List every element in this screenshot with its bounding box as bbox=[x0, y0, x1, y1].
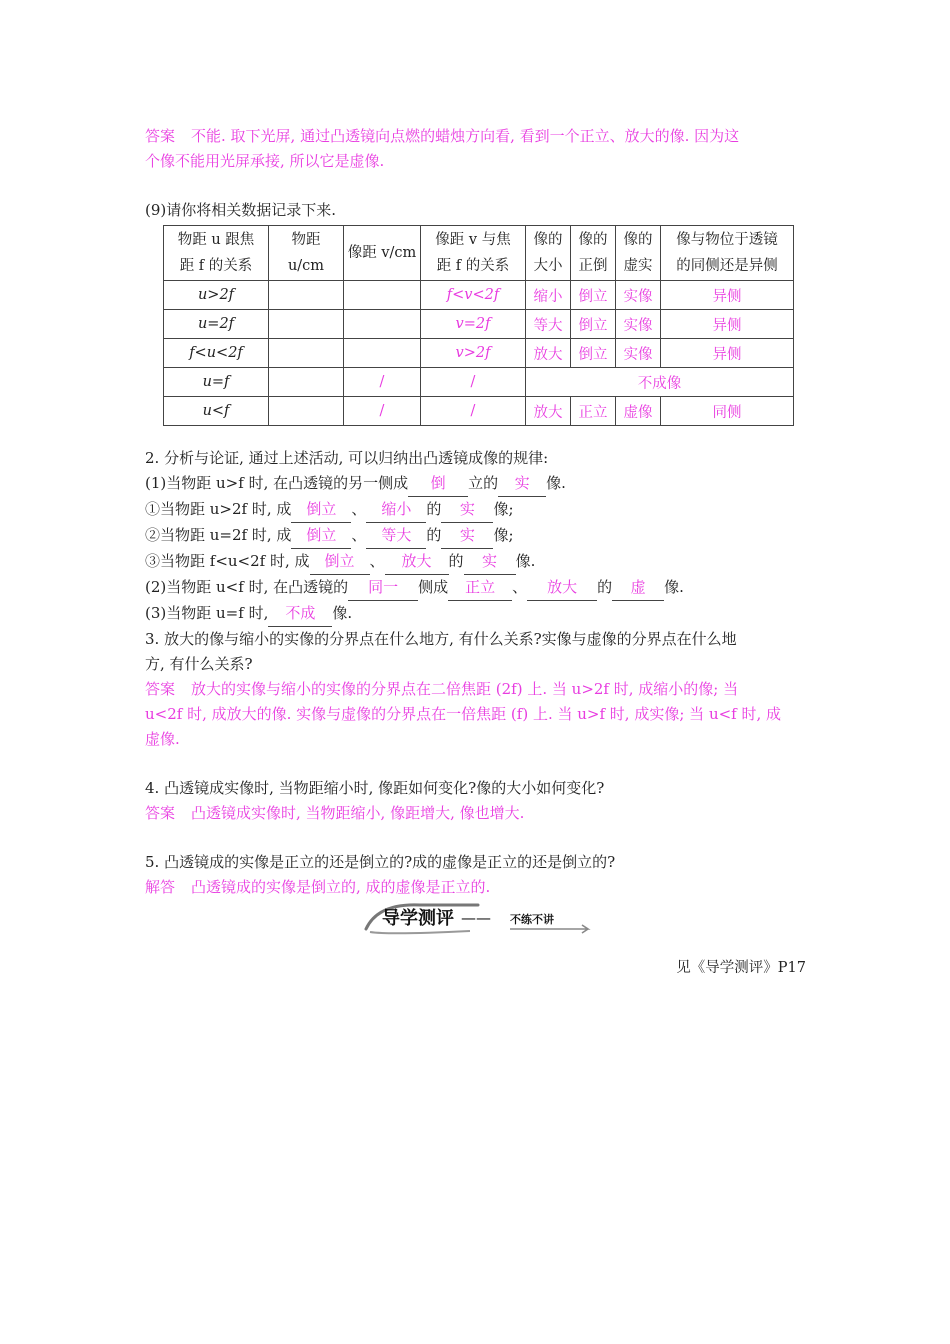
answer-tag: 解答 bbox=[145, 878, 176, 896]
banner-subtitle: 不练不讲 bbox=[510, 913, 554, 926]
cell-relation: u>2f bbox=[164, 281, 269, 310]
cell-relation: f<u<2f bbox=[164, 339, 269, 368]
cell-size: 放大 bbox=[526, 339, 571, 368]
fill-blank[interactable]: 等大 bbox=[366, 523, 426, 549]
cell-orient: 倒立 bbox=[571, 281, 616, 310]
banner-arrow bbox=[510, 925, 588, 933]
fill-blank[interactable]: 不成 bbox=[268, 601, 332, 627]
q3-answer-line2: u<2f 时, 成放大的像. 实像与虚像的分界点在一倍焦距 (f) 上. 当 u>f 时, 成实像; 当 u<f 时, 成 bbox=[145, 705, 782, 723]
cell-side: 同侧 bbox=[661, 397, 794, 426]
cell-v bbox=[344, 281, 421, 310]
header-cell: 像距 v 与焦 距 f 的关系 bbox=[421, 226, 526, 281]
q3-answer-line1: 答案 放大的实像与缩小的实像的分界点在二倍焦距 (2f) 上. 当 u>2f 时, 成缩小的像; 当 bbox=[145, 680, 739, 698]
answer-tag: 答案 bbox=[145, 680, 176, 698]
cell-nature: 实像 bbox=[616, 310, 661, 339]
cell-size: 等大 bbox=[526, 310, 571, 339]
q4-answer: 答案 凸透镜成实像时, 当物距缩小, 像距增大, 像也增大. bbox=[145, 804, 525, 822]
fill-blank[interactable]: 缩小 bbox=[366, 497, 426, 523]
cell-orient: 倒立 bbox=[571, 310, 616, 339]
fill-blank[interactable]: 放大 bbox=[385, 549, 449, 575]
cell-u bbox=[269, 339, 344, 368]
q3-question-line2: 方, 有什么关系? bbox=[145, 655, 253, 673]
cell-orient: 正立 bbox=[571, 397, 616, 426]
fill-blank[interactable]: 实 bbox=[441, 523, 493, 549]
fill-blank[interactable]: 倒立 bbox=[291, 523, 351, 549]
cell-v bbox=[344, 310, 421, 339]
table-header-row bbox=[164, 226, 794, 281]
cell-nature: 虚像 bbox=[616, 397, 661, 426]
table-row bbox=[164, 368, 794, 397]
header-cell: 像的 虚实 bbox=[616, 226, 661, 281]
answer-tag: 答案 bbox=[145, 804, 176, 822]
cell-vf: f<v<2f bbox=[421, 281, 526, 310]
cell-no-image: 不成像 bbox=[526, 368, 794, 397]
header-cell: 像距 v/cm bbox=[344, 226, 421, 281]
cell-vf: / bbox=[421, 368, 526, 397]
cell-side: 异侧 bbox=[661, 310, 794, 339]
cell-nature: 实像 bbox=[616, 281, 661, 310]
fill-blank[interactable]: 实 bbox=[464, 549, 516, 575]
cell-relation: u=f bbox=[164, 368, 269, 397]
banner-dash: —— bbox=[461, 909, 491, 927]
answer-text: 不能. 取下光屏, 通过凸透镜向点燃的蜡烛方向看, 看到一个正立、放大的像. 因为这 bbox=[191, 127, 740, 145]
banner-title: 导学测评 bbox=[382, 908, 454, 929]
fill-blank[interactable]: 正立 bbox=[448, 575, 512, 601]
q2-p1: (1)当物距 u>f 时, 在凸透镜的另一侧成 倒 立的 实 像. bbox=[145, 471, 810, 497]
table-row bbox=[164, 281, 794, 310]
q2-title: 2. 分析与论证, 通过上述活动, 可以归纳出凸透镜成像的规律: bbox=[145, 449, 549, 467]
fill-blank[interactable]: 实 bbox=[441, 497, 493, 523]
header-cell: 像的 大小 bbox=[526, 226, 571, 281]
cell-side: 异侧 bbox=[661, 339, 794, 368]
table-row bbox=[164, 397, 794, 426]
q5-question: 5. 凸透镜成的实像是正立的还是倒立的?成的虚像是正立的还是倒立的? bbox=[145, 853, 616, 871]
cell-vf: v=2f bbox=[421, 310, 526, 339]
header-cell: 物距 u 跟焦 距 f 的关系 bbox=[164, 226, 269, 281]
table-row bbox=[164, 339, 794, 368]
header-cell: 物距 u/cm bbox=[269, 226, 344, 281]
cell-u bbox=[269, 397, 344, 426]
cell-size: 缩小 bbox=[526, 281, 571, 310]
header-cell: 像的 正倒 bbox=[571, 226, 616, 281]
q2-p2: (2)当物距 u<f 时, 在凸透镜的 同一 侧成 正立 、 放大 的 虚 像. bbox=[145, 575, 810, 601]
q2-p3: (3)当物距 u=f 时, 不成 像. bbox=[145, 601, 810, 627]
reference-note: 见《导学测评》P17 bbox=[676, 960, 806, 976]
fill-blank[interactable]: 倒立 bbox=[291, 497, 351, 523]
table-row bbox=[164, 310, 794, 339]
fill-blank[interactable]: 倒 bbox=[408, 471, 468, 497]
header-cell: 像与物位于透镜 的同侧还是异侧 bbox=[661, 226, 794, 281]
fill-blank[interactable]: 放大 bbox=[527, 575, 597, 601]
fill-blank[interactable]: 同一 bbox=[348, 575, 418, 601]
section-banner bbox=[360, 899, 595, 937]
cell-vf: v>2f bbox=[421, 339, 526, 368]
document-body bbox=[145, 124, 810, 900]
answer-tag: 答案 bbox=[145, 127, 176, 145]
fill-blank[interactable]: 实 bbox=[498, 471, 546, 497]
cell-vf: / bbox=[421, 397, 526, 426]
intro-answer-line1 bbox=[145, 124, 810, 149]
cell-v: / bbox=[344, 397, 421, 426]
cell-u bbox=[269, 281, 344, 310]
fill-blank[interactable]: 虚 bbox=[612, 575, 664, 601]
fill-blank[interactable]: 倒立 bbox=[310, 549, 370, 575]
data-table bbox=[163, 225, 794, 426]
item9-label: (9)请你将相关数据记录下来. bbox=[145, 201, 337, 219]
cell-u bbox=[269, 310, 344, 339]
cell-relation: u=2f bbox=[164, 310, 269, 339]
q2-c2: ②当物距 u=2f 时, 成 倒立 、 等大 的 实 像; bbox=[145, 523, 810, 549]
intro-answer-line2: 个像不能用光屏承接, 所以它是虚像. bbox=[145, 152, 385, 170]
cell-v: / bbox=[344, 368, 421, 397]
cell-relation: u<f bbox=[164, 397, 269, 426]
q2-c3: ③当物距 f<u<2f 时, 成 倒立 、 放大 的 实 像. bbox=[145, 549, 810, 575]
cell-size: 放大 bbox=[526, 397, 571, 426]
cell-u bbox=[269, 368, 344, 397]
q3-question-line1: 3. 放大的像与缩小的实像的分界点在什么地方, 有什么关系?实像与虚像的分界点在什么地 bbox=[145, 630, 737, 648]
q5-answer: 解答 凸透镜成的实像是倒立的, 成的虚像是正立的. bbox=[145, 878, 491, 896]
q2-c1: ①当物距 u>2f 时, 成 倒立 、 缩小 的 实 像; bbox=[145, 497, 810, 523]
q3-answer-line3: 虚像. bbox=[145, 730, 180, 748]
cell-nature: 实像 bbox=[616, 339, 661, 368]
cell-orient: 倒立 bbox=[571, 339, 616, 368]
q4-question: 4. 凸透镜成实像时, 当物距缩小时, 像距如何变化?像的大小如何变化? bbox=[145, 779, 605, 797]
cell-v bbox=[344, 339, 421, 368]
cell-side: 异侧 bbox=[661, 281, 794, 310]
